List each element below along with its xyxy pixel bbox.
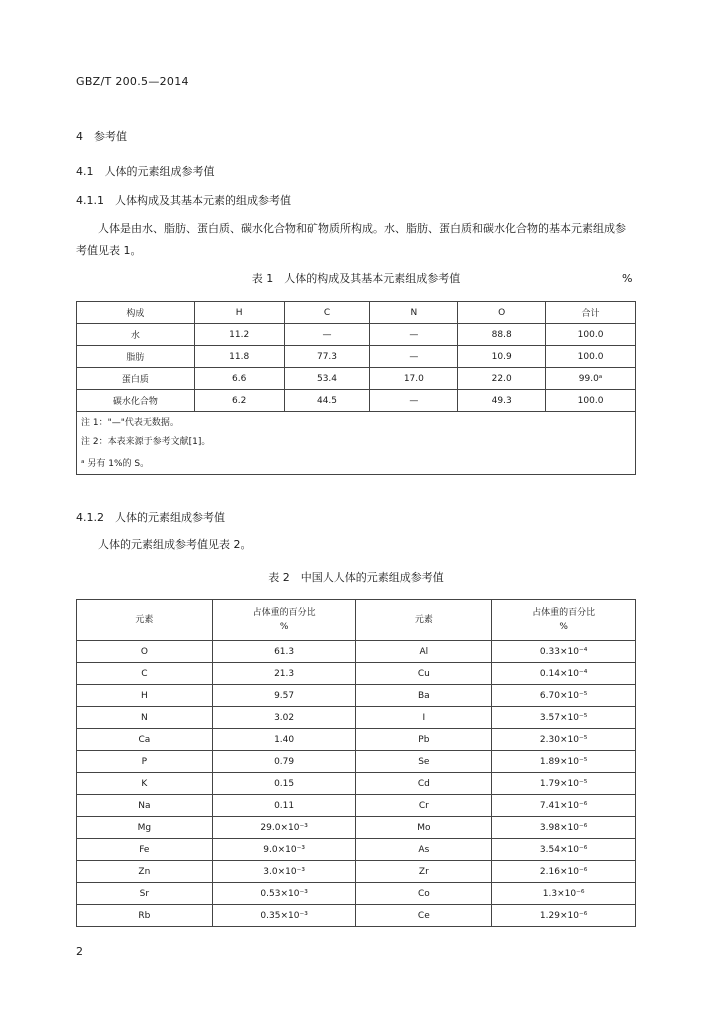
table-cell: Se	[356, 751, 492, 773]
table-1-caption: 表 1 人体的构成及其基本元素组成参考值	[251, 272, 461, 285]
table-2-header-cell: 占体重的百分比 %	[212, 600, 356, 641]
table-1-footnote: ᵃ 另有 1%的 S。	[77, 450, 636, 475]
table-1	[76, 301, 636, 475]
table-cell: C	[77, 663, 213, 685]
table-cell: 1.3×10⁻⁶	[492, 883, 636, 905]
table-2-header-row	[77, 600, 636, 641]
table-cell: 99.0ᵃ	[546, 368, 636, 390]
table-cell: Pb	[356, 729, 492, 751]
table-cell: 0.14×10⁻⁴	[492, 663, 636, 685]
table-cell: 2.16×10⁻⁶	[492, 861, 636, 883]
table-cell: 3.0×10⁻³	[212, 861, 356, 883]
table-cell: 1.79×10⁻⁵	[492, 773, 636, 795]
table-cell: 100.0	[546, 324, 636, 346]
document-header: GBZ/T 200.5—2014	[76, 75, 189, 88]
table-cell: 17.0	[370, 368, 458, 390]
table-cell: Fe	[77, 839, 213, 861]
table-cell: 1.29×10⁻⁶	[492, 905, 636, 927]
table-2-caption: 表 2 中国人人体的元素组成参考值	[268, 571, 444, 584]
table-cell: 61.3	[212, 641, 356, 663]
table-cell: Ca	[77, 729, 213, 751]
table-1-header-cell: 合计	[546, 302, 636, 324]
section-4-1-heading: 4.1 人体的元素组成参考值	[76, 165, 215, 178]
table-cell: 49.3	[458, 390, 546, 412]
table-cell: 44.5	[284, 390, 370, 412]
table-cell: 脂肪	[77, 346, 195, 368]
paragraph-2: 人体的元素组成参考值见表 2。	[98, 538, 252, 551]
table-cell: K	[77, 773, 213, 795]
table-2	[76, 599, 636, 927]
table-cell: 21.3	[212, 663, 356, 685]
table-cell: O	[77, 641, 213, 663]
table-row	[77, 346, 636, 368]
table-1-header-cell: H	[194, 302, 284, 324]
table-cell: —	[370, 346, 458, 368]
table-cell: As	[356, 839, 492, 861]
table-row	[77, 685, 636, 707]
table-cell: Cd	[356, 773, 492, 795]
table-cell: 53.4	[284, 368, 370, 390]
table-row	[77, 368, 636, 390]
table-row	[77, 861, 636, 883]
table-cell: Rb	[77, 905, 213, 927]
table-cell: 蛋白质	[77, 368, 195, 390]
table-2-header-cell: 占体重的百分比 %	[492, 600, 636, 641]
table-cell: 3.02	[212, 707, 356, 729]
table-cell: 0.53×10⁻³	[212, 883, 356, 905]
table-cell: 9.57	[212, 685, 356, 707]
table-cell: 0.79	[212, 751, 356, 773]
table-cell: —	[370, 390, 458, 412]
table-cell: 9.0×10⁻³	[212, 839, 356, 861]
table-row	[77, 817, 636, 839]
table-cell: H	[77, 685, 213, 707]
table-cell: 11.8	[194, 346, 284, 368]
table-row	[77, 663, 636, 685]
table-cell: 6.2	[194, 390, 284, 412]
table-cell: Na	[77, 795, 213, 817]
table-cell: —	[370, 324, 458, 346]
table-cell: 11.2	[194, 324, 284, 346]
table-1-header-cell: 构成	[77, 302, 195, 324]
table-cell: Cu	[356, 663, 492, 685]
table-cell: Zn	[77, 861, 213, 883]
table-cell: 7.41×10⁻⁶	[492, 795, 636, 817]
table-cell: —	[284, 324, 370, 346]
table-row	[77, 390, 636, 412]
table-1-header-cell: C	[284, 302, 370, 324]
table-cell: 22.0	[458, 368, 546, 390]
table-1-header-row	[77, 302, 636, 324]
table-cell: Cr	[356, 795, 492, 817]
table-row	[77, 773, 636, 795]
table-cell: P	[77, 751, 213, 773]
table-row	[77, 883, 636, 905]
table-cell: 6.6	[194, 368, 284, 390]
table-cell: 0.35×10⁻³	[212, 905, 356, 927]
table-row	[77, 751, 636, 773]
table-1-note-row	[77, 412, 636, 432]
table-row	[77, 839, 636, 861]
table-cell: 100.0	[546, 346, 636, 368]
table-cell: 6.70×10⁻⁵	[492, 685, 636, 707]
table-cell: 0.33×10⁻⁴	[492, 641, 636, 663]
section-4-1-1-heading: 4.1.1 人体构成及其基本元素的组成参考值	[76, 194, 291, 207]
table-cell: Ba	[356, 685, 492, 707]
table-cell: 3.98×10⁻⁶	[492, 817, 636, 839]
table-cell: Mo	[356, 817, 492, 839]
table-1-note-1: 注 1："—"代表无数据。	[77, 412, 636, 432]
table-cell: 碳水化合物	[77, 390, 195, 412]
table-cell: Co	[356, 883, 492, 905]
table-1-note-row	[77, 431, 636, 450]
table-2-header-cell: 元素	[356, 600, 492, 641]
table-1-note-2: 注 2：本表来源于参考文献[1]。	[77, 431, 636, 450]
table-cell: 2.30×10⁻⁵	[492, 729, 636, 751]
table-cell: Mg	[77, 817, 213, 839]
table-row	[77, 324, 636, 346]
table-cell: Sr	[77, 883, 213, 905]
page-number: 2	[76, 945, 83, 958]
table-cell: 1.89×10⁻⁵	[492, 751, 636, 773]
section-4-1-2-heading: 4.1.2 人体的元素组成参考值	[76, 511, 225, 524]
table-cell: 0.11	[212, 795, 356, 817]
table-cell: 水	[77, 324, 195, 346]
table-cell: 0.15	[212, 773, 356, 795]
table-2-header-cell: 元素	[77, 600, 213, 641]
table-1-unit: %	[622, 272, 633, 285]
table-row	[77, 641, 636, 663]
table-cell: 10.9	[458, 346, 546, 368]
table-cell: 100.0	[546, 390, 636, 412]
table-row	[77, 729, 636, 751]
table-row	[77, 795, 636, 817]
table-cell: 3.54×10⁻⁶	[492, 839, 636, 861]
table-1-header-cell: N	[370, 302, 458, 324]
table-row	[77, 707, 636, 729]
section-4-heading: 4 参考值	[76, 130, 127, 143]
table-cell: 77.3	[284, 346, 370, 368]
table-1-note-row	[77, 450, 636, 475]
table-row	[77, 905, 636, 927]
table-cell: 3.57×10⁻⁵	[492, 707, 636, 729]
paragraph-1: 人体是由水、脂肪、蛋白质、碳水化合物和矿物质所构成。水、脂肪、蛋白质和碳水化合物的基本元素组成参考值见表 1。	[76, 222, 626, 257]
table-1-header-cell: O	[458, 302, 546, 324]
table-cell: 1.40	[212, 729, 356, 751]
table-cell: 88.8	[458, 324, 546, 346]
table-cell: Zr	[356, 861, 492, 883]
table-cell: Al	[356, 641, 492, 663]
table-cell: 29.0×10⁻³	[212, 817, 356, 839]
table-cell: Ce	[356, 905, 492, 927]
table-cell: N	[77, 707, 213, 729]
table-cell: I	[356, 707, 492, 729]
